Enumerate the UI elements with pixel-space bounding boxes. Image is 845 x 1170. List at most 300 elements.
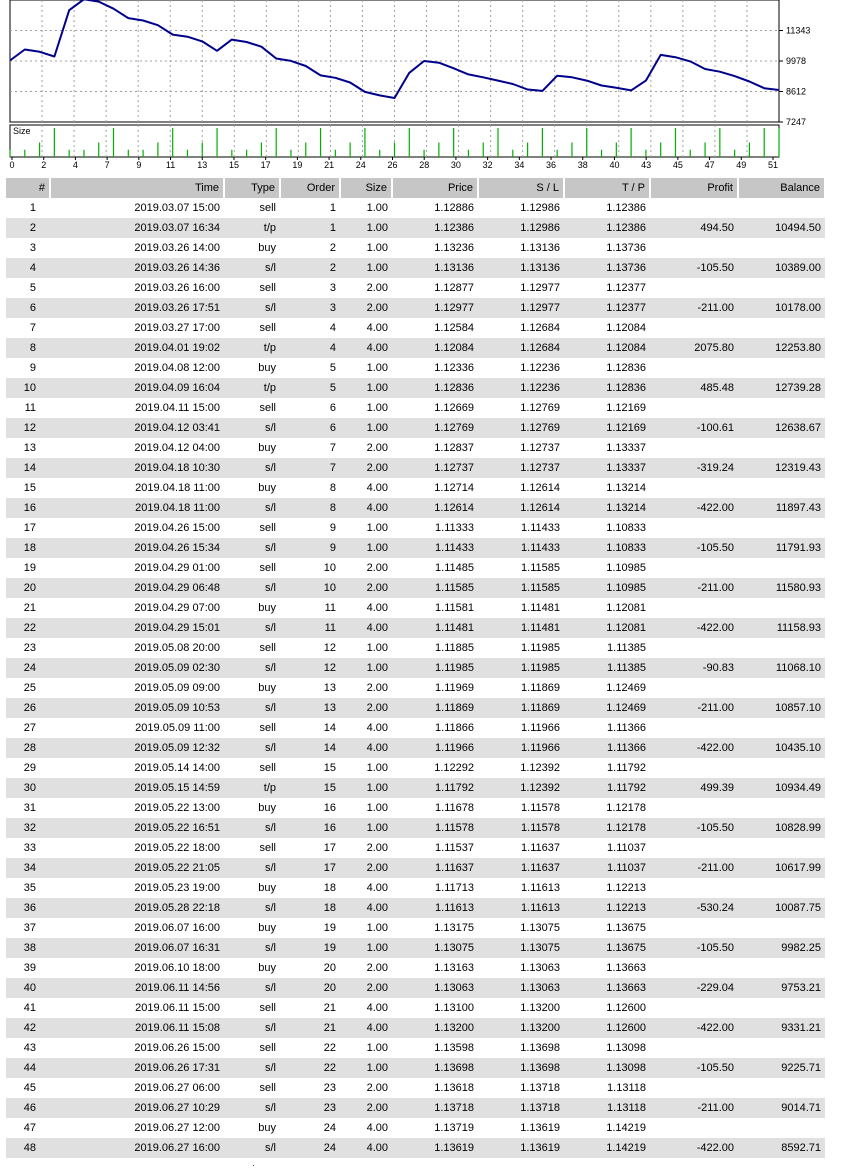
- table-row[interactable]: [6, 798, 825, 818]
- cell-balance: 10389.00: [738, 258, 825, 278]
- table-row[interactable]: [6, 678, 825, 698]
- cell-price: 1.11333: [435, 522, 474, 534]
- cell-tp: 1.13663: [564, 978, 650, 998]
- cell-profit: 2075.80: [650, 338, 738, 358]
- cell-order: 5: [280, 378, 340, 398]
- cell-price: 1.11885: [435, 642, 474, 654]
- x-tick-label: 47: [704, 160, 715, 170]
- table-row[interactable]: [6, 1098, 825, 1118]
- chart-area: [0, 0, 845, 175]
- cell-time: 2019.05.08 20:00: [134, 642, 220, 654]
- cell-size: 2.00: [366, 1082, 388, 1094]
- cell-time: 2019.05.09 12:32: [50, 738, 224, 758]
- table-row[interactable]: [6, 478, 825, 498]
- cell-size: 1.00: [366, 642, 388, 654]
- table-row[interactable]: [6, 218, 825, 238]
- table-row[interactable]: [6, 598, 825, 618]
- cell-size: 1.00: [340, 778, 392, 798]
- cell-balance: [738, 718, 825, 738]
- cell-tp: 1.13118: [607, 1082, 646, 1094]
- cell-balance: 10857.10: [738, 698, 825, 718]
- table-row[interactable]: [6, 418, 825, 438]
- cell-price: 1.12292: [434, 762, 474, 774]
- cell-price: 1.13163: [434, 962, 474, 974]
- cell-sl: 1.11869: [478, 698, 564, 718]
- cell-price: 1.13175: [434, 922, 474, 934]
- cell-balance: 11158.93: [738, 618, 825, 638]
- cell-number: 46: [6, 1098, 50, 1118]
- cell-type: buy: [258, 802, 276, 814]
- table-row[interactable]: [6, 1018, 825, 1038]
- cell-order: 16: [280, 818, 340, 838]
- x-tick-label: 51: [767, 160, 779, 170]
- cell-type: s/l: [224, 498, 280, 518]
- table-row[interactable]: [6, 1058, 825, 1078]
- cell-price: 1.11985: [392, 658, 478, 678]
- cell-sl: 1.12737: [478, 458, 564, 478]
- cell-price: 1.11792: [392, 778, 478, 798]
- cell-size: 1.00: [340, 218, 392, 238]
- cell-profit: [650, 1078, 738, 1098]
- cell-sl: 1.11637: [521, 842, 560, 854]
- table-row[interactable]: [6, 258, 825, 278]
- cell-order: 13: [280, 698, 340, 718]
- cell-number: 13: [23, 442, 36, 454]
- cell-size: 4.00: [340, 498, 392, 518]
- cell-time: 2019.06.27 12:00: [134, 1122, 220, 1134]
- cell-number: 38: [6, 938, 50, 958]
- cell-number: 10: [6, 378, 50, 398]
- cell-price: 1.12836: [392, 378, 478, 398]
- cell-time: 2019.05.09 11:00: [135, 722, 220, 734]
- cell-price: 1.13075: [392, 938, 478, 958]
- cell-type: t/p: [224, 218, 280, 238]
- table-row[interactable]: [6, 978, 825, 998]
- cell-type: t/p: [224, 378, 280, 398]
- cell-balance: 9982.25: [738, 938, 825, 958]
- cell-type: s/l: [224, 418, 280, 438]
- table-row[interactable]: [6, 818, 825, 838]
- col-header-profit[interactable]: Profit: [650, 178, 738, 198]
- cell-time: 2019.05.22 21:05: [50, 858, 224, 878]
- cell-balance: 10178.00: [738, 298, 825, 318]
- cell-sl: 1.11869: [521, 682, 560, 694]
- cell-size: 2.00: [366, 282, 388, 294]
- cell-number: 34: [6, 858, 50, 878]
- table-row[interactable]: [6, 378, 825, 398]
- table-row[interactable]: [6, 438, 825, 458]
- cell-number: 37: [23, 922, 36, 934]
- cell-sl: 1.13136: [520, 242, 560, 254]
- cell-profit: [650, 478, 738, 498]
- cell-number: 39: [23, 962, 36, 974]
- table-row[interactable]: [6, 198, 825, 218]
- cell-time: 2019.03.26 16:00: [134, 282, 220, 294]
- cell-order: 2: [329, 242, 336, 254]
- x-tick-label: 2: [41, 160, 47, 170]
- cell-tp: 1.12836: [606, 362, 646, 374]
- x-tick-label: 15: [228, 160, 239, 170]
- cell-time: 2019.06.26 17:31: [50, 1058, 224, 1078]
- cell-size: 2.00: [366, 442, 388, 454]
- cell-balance: 11068.10: [738, 658, 825, 678]
- cell-profit: -422.00: [650, 618, 738, 638]
- cell-order: 1: [280, 218, 340, 238]
- cell-time: 2019.04.29 06:48: [50, 578, 224, 598]
- cell-balance: [738, 678, 825, 698]
- cell-balance: [738, 398, 825, 418]
- table-header-row: [6, 178, 825, 198]
- cell-number: 7: [29, 322, 36, 334]
- cell-profit: -105.50: [650, 1058, 738, 1078]
- cell-balance: 9753.21: [738, 978, 825, 998]
- cell-tp: 1.11366: [607, 722, 646, 734]
- cell-type: sell: [259, 1042, 276, 1054]
- table-row[interactable]: [6, 238, 825, 258]
- cell-profit: -105.50: [650, 538, 738, 558]
- cell-profit: [650, 638, 738, 658]
- x-tick-label: 0: [9, 160, 15, 170]
- table-row[interactable]: [6, 558, 825, 578]
- cell-balance: 9331.21: [738, 1018, 825, 1038]
- cell-type: t/p: [224, 778, 280, 798]
- table-row[interactable]: [6, 738, 825, 758]
- cell-price: 1.11433: [392, 538, 478, 558]
- table-row[interactable]: [6, 938, 825, 958]
- cell-size: 2.00: [340, 298, 392, 318]
- col-header-balance[interactable]: Balance: [738, 178, 825, 198]
- cell-tp: 1.12377: [606, 282, 646, 294]
- cell-balance: [738, 598, 825, 618]
- table-row[interactable]: [6, 518, 825, 538]
- cell-time: 2019.04.18 11:00: [50, 498, 224, 518]
- cell-price: 1.13200: [392, 1018, 478, 1038]
- x-tick-label: 49: [736, 160, 747, 170]
- cell-balance: [738, 278, 825, 298]
- cell-tp: 1.13098: [564, 1058, 650, 1078]
- cell-profit: [650, 1118, 738, 1138]
- cell-tp: 1.12178: [564, 818, 650, 838]
- col-header-time[interactable]: Time: [50, 178, 224, 198]
- cell-balance: 10934.49: [738, 778, 825, 798]
- cell-price: 1.13718: [392, 1098, 478, 1118]
- table-row[interactable]: [6, 1118, 825, 1138]
- cell-sl: 1.11578: [521, 802, 560, 814]
- cell-number: 16: [6, 498, 50, 518]
- table-row[interactable]: [6, 298, 825, 318]
- cell-sl: 1.12986: [478, 218, 564, 238]
- cell-number: 2: [6, 218, 50, 238]
- cell-order: 6: [329, 402, 336, 414]
- col-header-order[interactable]: Order: [280, 178, 340, 198]
- cell-price: 1.11537: [435, 842, 474, 854]
- cell-time: 2019.05.23 19:00: [134, 882, 220, 894]
- cell-number: 20: [6, 578, 50, 598]
- cell-order: 18: [280, 898, 340, 918]
- cell-sl: 1.12986: [520, 202, 560, 214]
- table-row[interactable]: [6, 658, 825, 678]
- cell-number: 18: [6, 538, 50, 558]
- cell-balance: [738, 318, 825, 338]
- cell-profit: [650, 678, 738, 698]
- x-tick-label: 32: [482, 160, 493, 170]
- cell-number: 47: [23, 1122, 36, 1134]
- cell-order: 15: [280, 778, 340, 798]
- cell-sl: 1.11433: [478, 538, 564, 558]
- table-row[interactable]: [6, 318, 825, 338]
- cell-type: sell: [259, 322, 276, 334]
- cell-order: 7: [329, 442, 336, 454]
- cell-number: 23: [23, 642, 36, 654]
- cell-number: 15: [23, 482, 36, 494]
- cell-number: 48: [6, 1138, 50, 1158]
- cell-type: buy: [258, 962, 276, 974]
- cell-time: 2019.05.09 10:53: [50, 698, 224, 718]
- table-row[interactable]: [6, 898, 825, 918]
- cell-order: 23: [323, 1082, 336, 1094]
- cell-sl: 1.11585: [521, 562, 560, 574]
- cell-type: buy: [258, 362, 276, 374]
- cell-time: 2019.03.26 14:36: [50, 258, 224, 278]
- cell-type: buy: [258, 1122, 276, 1134]
- cell-number: 25: [23, 682, 36, 694]
- cell-sl: 1.13698: [478, 1058, 564, 1078]
- cell-order: 19: [280, 938, 340, 958]
- cell-tp: 1.10985: [564, 578, 650, 598]
- col-header-price[interactable]: Price: [392, 178, 478, 198]
- cell-sl: 1.13136: [478, 258, 564, 278]
- cell-sl: 1.11966: [521, 722, 560, 734]
- cell-profit: [650, 878, 738, 898]
- cell-profit: [650, 358, 738, 378]
- cell-profit: -422.00: [650, 738, 738, 758]
- cell-sl: 1.11578: [478, 818, 564, 838]
- cell-type: s/l: [224, 818, 280, 838]
- table-row[interactable]: [6, 958, 825, 978]
- x-tick-label: 26: [387, 160, 398, 170]
- size-plot-title: Size: [13, 126, 31, 136]
- cell-sl: 1.11613: [521, 882, 560, 894]
- cell-type: s/l: [224, 978, 280, 998]
- table-row[interactable]: [6, 878, 825, 898]
- cell-size: 1.00: [366, 242, 388, 254]
- cell-number: 12: [6, 418, 50, 438]
- cell-order: 8: [280, 498, 340, 518]
- table-row[interactable]: [6, 758, 825, 778]
- cell-size: 4.00: [340, 618, 392, 638]
- cell-profit: [650, 278, 738, 298]
- cell-time: 2019.04.18 11:00: [135, 482, 220, 494]
- cell-time: 2019.03.26 14:00: [134, 242, 220, 254]
- cell-order: 14: [323, 722, 336, 734]
- table-row[interactable]: [6, 358, 825, 378]
- cell-type: buy: [258, 882, 276, 894]
- table-row[interactable]: [6, 778, 825, 798]
- table-row[interactable]: [6, 838, 825, 858]
- table-row[interactable]: [6, 498, 825, 518]
- col-header-number[interactable]: #: [6, 178, 50, 198]
- y-tick-label: 9978: [786, 56, 807, 66]
- cell-tp: 1.12084: [564, 338, 650, 358]
- table-row[interactable]: [6, 858, 825, 878]
- cell-price: 1.11578: [392, 818, 478, 838]
- cell-price: 1.12669: [434, 402, 474, 414]
- table-row[interactable]: [6, 998, 825, 1018]
- cell-time: 2019.04.18 10:30: [50, 458, 224, 478]
- x-tick-label: 7: [104, 160, 110, 170]
- cell-price: 1.12977: [392, 298, 478, 318]
- cell-order: 5: [329, 362, 336, 374]
- cell-sl: 1.11433: [521, 522, 560, 534]
- cell-price: 1.11581: [435, 602, 474, 614]
- cell-tp: 1.12169: [606, 402, 646, 414]
- x-tick-label: 4: [72, 160, 78, 170]
- cell-profit: -211.00: [650, 1098, 738, 1118]
- cell-type: s/l: [224, 1138, 280, 1158]
- cell-profit: -211.00: [650, 858, 738, 878]
- cell-type: sell: [259, 562, 276, 574]
- cell-sl: 1.11585: [478, 578, 564, 598]
- cell-balance: 12638.67: [738, 418, 825, 438]
- cell-type: s/l: [224, 578, 280, 598]
- cell-type: s/l: [224, 738, 280, 758]
- table-row[interactable]: [6, 1078, 825, 1098]
- cell-profit: [650, 958, 738, 978]
- cell-balance: [738, 558, 825, 578]
- table-row[interactable]: [6, 1138, 825, 1158]
- cell-tp: 1.11037: [564, 858, 650, 878]
- cell-type: sell: [259, 402, 276, 414]
- cell-sl: 1.12977: [478, 298, 564, 318]
- cell-size: 2.00: [366, 562, 388, 574]
- cell-time: 2019.04.29 01:00: [134, 562, 220, 574]
- cell-sl: 1.13619: [520, 1122, 560, 1134]
- cell-size: 4.00: [340, 1018, 392, 1038]
- cell-tp: 1.12081: [564, 618, 650, 638]
- cell-order: 21: [280, 1018, 340, 1038]
- cell-order: 17: [280, 858, 340, 878]
- cell-sl: 1.13200: [478, 1018, 564, 1038]
- table-row[interactable]: [6, 338, 825, 358]
- table-body: [6, 198, 825, 1158]
- cell-time: 2019.03.27 17:00: [134, 322, 220, 334]
- table-row[interactable]: [6, 638, 825, 658]
- cell-balance: [738, 1038, 825, 1058]
- cell-sl: 1.12684: [520, 322, 560, 334]
- cell-order: 15: [323, 762, 336, 774]
- cell-order: 22: [280, 1058, 340, 1078]
- cell-tp: 1.12600: [564, 1018, 650, 1038]
- cell-time: 2019.05.14 14:00: [134, 762, 220, 774]
- cell-time: 2019.06.07 16:00: [134, 922, 220, 934]
- cell-balance: [738, 1118, 825, 1138]
- table-row[interactable]: [6, 538, 825, 558]
- cell-price: 1.13136: [392, 258, 478, 278]
- cell-balance: 12739.28: [738, 378, 825, 398]
- cell-profit: [650, 318, 738, 338]
- cell-type: s/l: [224, 258, 280, 278]
- cell-size: 1.00: [366, 802, 388, 814]
- cell-balance: 10087.75: [738, 898, 825, 918]
- cell-order: 13: [323, 682, 336, 694]
- cell-price: 1.12386: [392, 218, 478, 238]
- cell-price: 1.11713: [435, 882, 474, 894]
- table-row[interactable]: [6, 458, 825, 478]
- col-header-size[interactable]: Size: [340, 178, 392, 198]
- cell-order: 18: [323, 882, 336, 894]
- cell-time: 2019.04.12 04:00: [134, 442, 220, 454]
- cell-balance: 10828.99: [738, 818, 825, 838]
- cell-tp: 1.13663: [606, 962, 646, 974]
- cell-balance: 12253.80: [738, 338, 825, 358]
- cell-time: 2019.04.01 19:02: [50, 338, 224, 358]
- cell-order: 11: [280, 618, 340, 638]
- cell-time: 2019.04.12 03:41: [50, 418, 224, 438]
- cell-sl: 1.11985: [521, 642, 560, 654]
- cell-type: buy: [258, 442, 276, 454]
- x-tick-label: 40: [609, 160, 620, 170]
- col-header-tp[interactable]: T / P: [564, 178, 650, 198]
- col-header-sl[interactable]: S / L: [478, 178, 564, 198]
- cell-number: 11: [24, 402, 36, 414]
- table-row[interactable]: [6, 398, 825, 418]
- cell-number: 5: [29, 282, 36, 294]
- cell-order: 4: [280, 338, 340, 358]
- cell-time: 2019.03.26 17:51: [50, 298, 224, 318]
- chart-svg: [0, 0, 845, 175]
- cell-price: 1.12837: [434, 442, 474, 454]
- table-row[interactable]: [6, 1038, 825, 1058]
- cell-sl: 1.12236: [478, 378, 564, 398]
- cell-profit: 499.39: [650, 778, 738, 798]
- cell-sl: 1.12769: [520, 402, 560, 414]
- table-row[interactable]: [6, 718, 825, 738]
- cell-balance: [738, 1078, 825, 1098]
- cell-balance: 12319.43: [738, 458, 825, 478]
- cell-order: 4: [329, 322, 336, 334]
- cell-time: 2019.04.08 12:00: [134, 362, 220, 374]
- cell-price: 1.11481: [392, 618, 478, 638]
- x-tick-label: 38: [577, 160, 588, 170]
- cell-profit: [650, 598, 738, 618]
- cell-number: 32: [6, 818, 50, 838]
- table-row[interactable]: [6, 698, 825, 718]
- cell-number: 26: [6, 698, 50, 718]
- cell-price: 1.13698: [392, 1058, 478, 1078]
- cell-type: s/l: [224, 698, 280, 718]
- cell-time: 2019.05.22 18:00: [134, 842, 220, 854]
- x-tick-label: 13: [197, 160, 208, 170]
- cell-price: 1.12714: [434, 482, 474, 494]
- x-tick-label: 17: [260, 160, 271, 170]
- cell-balance: [738, 438, 825, 458]
- table-row[interactable]: [6, 578, 825, 598]
- x-tick-label: 28: [419, 160, 430, 170]
- table-row[interactable]: [6, 278, 825, 298]
- table-row[interactable]: [6, 918, 825, 938]
- table-row[interactable]: [6, 618, 825, 638]
- cell-number: 42: [6, 1018, 50, 1038]
- col-header-type[interactable]: Type: [224, 178, 280, 198]
- cell-sl: 1.13718: [478, 1098, 564, 1118]
- cell-order: 14: [280, 738, 340, 758]
- x-tick-label: 43: [641, 160, 652, 170]
- cell-type: s/l: [224, 1058, 280, 1078]
- cell-size: 1.00: [366, 1042, 388, 1054]
- cell-price: 1.12584: [434, 322, 474, 334]
- y-tick-label: 7247: [786, 117, 807, 127]
- cell-price: 1.12084: [392, 338, 478, 358]
